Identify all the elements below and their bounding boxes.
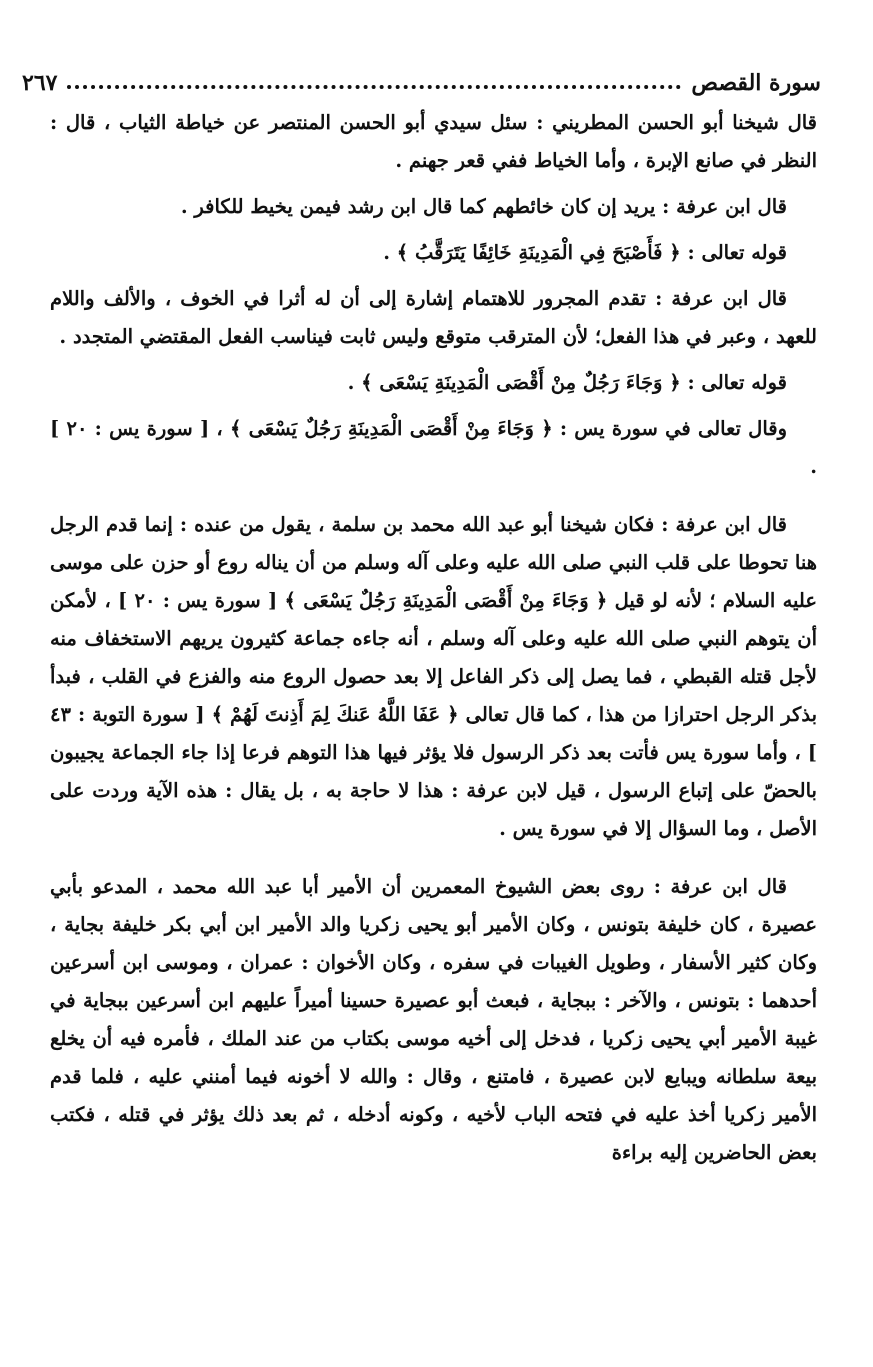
chapter-title: سورة القصص (691, 70, 821, 96)
page-number: ٢٦٧ (22, 70, 58, 96)
paragraph: قال ابن عرفة : يريد إن كان خائطهم كما قال ابن رشد فيمن يخيط للكافر . (180, 195, 787, 218)
quran-verse-heading: قوله تعالى : ﴿ وَجَاءَ رَجُلٌ مِنْ أَقْصَى الْمَدِينَةِ يَسْعَى ﴾ . (347, 371, 787, 394)
page-body (50, 104, 817, 1172)
dotted-leader (67, 85, 681, 89)
running-header (22, 68, 821, 98)
quran-verse-heading: قوله تعالى : ﴿ فَأَصْبَحَ فِي الْمَدِينَةِ خَائِفًا يَتَرَقَّبُ ﴾ . (383, 241, 787, 264)
paragraph: قال ابن عرفة : روى بعض الشيوخ المعمرين أن الأمير أبا عبد الله محمد ، المدعو بأبي عصيرة ، كان خليفة بتونس ، وكان الأمير أبو يحيى زكريا والد الأمير ابن أبي بكر خليفة بجاية ، وكان كثير الأسفار ، وطويل الغيبات في سفره ، وكان الأخوان : عمران ، وموسى ابن أسرعين أحدهما : بتونس ، والآخر : ببجاية ، فبعث أبو عصيرة حسينا أميراً عليهم ابن أسرعين ببجاية في غيبة الأمير أبي يحيى زكريا ، فدخل إلى أخيه موسى بكتاب من عند الملك ، فأمره فيه أن يخلع بيعة سلطانه ويبايع لابن عصيرة ، فامتنع ، وقال : والله لا أخونه فيما أمنني عليه ، فلما قدم الأمير زكريا أخذ عليه في فتحه الباب لأخيه ، وكونه أدخله ، ثم بعد ذلك يؤثر في قتله ، فكتب بعض الحاضرين إليه براءة (50, 875, 817, 1164)
paragraph: قال ابن عرفة : فكان شيخنا أبو عبد الله محمد بن سلمة ، يقول من عنده : إنما قدم الرجل هنا تحوطا على قلب النبي صلى الله عليه وعلى آله وسلم من أن يناله روع أو حزن على موسى عليه السلام ؛ لأنه لو قيل ﴿ وَجَاءَ مِنْ أَقْصَى الْمَدِينَةِ رَجُلٌ يَسْعَى ﴾ [ سورة يس : ٢٠ ] ، لأمكن أن يتوهم النبي صلى الله عليه وعلى آله وسلم ، أنه جاءه جماعة كثيرون يريهم الاستخفاف منه لأجل قتله القبطي ، فما يصل إلى ذكر الفاعل إلا بعد حصول الروع منه والفزع في القلب ، فبدأ بذكر الرجل احترازا من هذا ، كما قال تعالى ﴿ عَفَا اللَّهُ عَنكَ لِمَ أَذِنتَ لَهُمْ ﴾ [ سورة التوبة : ٤٣ ] ، وأما سورة يس فأتت بعد ذكر الرسول فلا يؤثر فيها هذا التوهم فرعا إذا جاء الجماعة يجيبون بالحضّ على إتباع الرسول ، قيل لابن عرفة : هذا لا حاجة به ، بل يقال : هذه الآية وردت على الأصل ، وما السؤال إلا في سورة يس . (50, 513, 817, 840)
paragraph: قال ابن عرفة : تقدم المجرور للاهتمام إشارة إلى أن له أثرا في الخوف ، والألف واللام للعهد ، وعبر في هذا الفعل؛ لأن المترقب متوقع وليس ثابت فيناسب الفعل المقتضي المتجدد . (50, 287, 817, 348)
paragraph: قال شيخنا أبو الحسن المطريني : سئل سيدي أبو الحسن المنتصر عن خياطة الثياب ، قال : النظر في صانع الإبرة ، وأما الخياط ففي قعر جهنم . (50, 111, 817, 172)
paragraph: وقال تعالى في سورة يس : ﴿ وَجَاءَ مِنْ أَقْصَى الْمَدِينَةِ رَجُلٌ يَسْعَى ﴾ ، [ سورة يس : ٢٠ ] . (50, 417, 817, 478)
